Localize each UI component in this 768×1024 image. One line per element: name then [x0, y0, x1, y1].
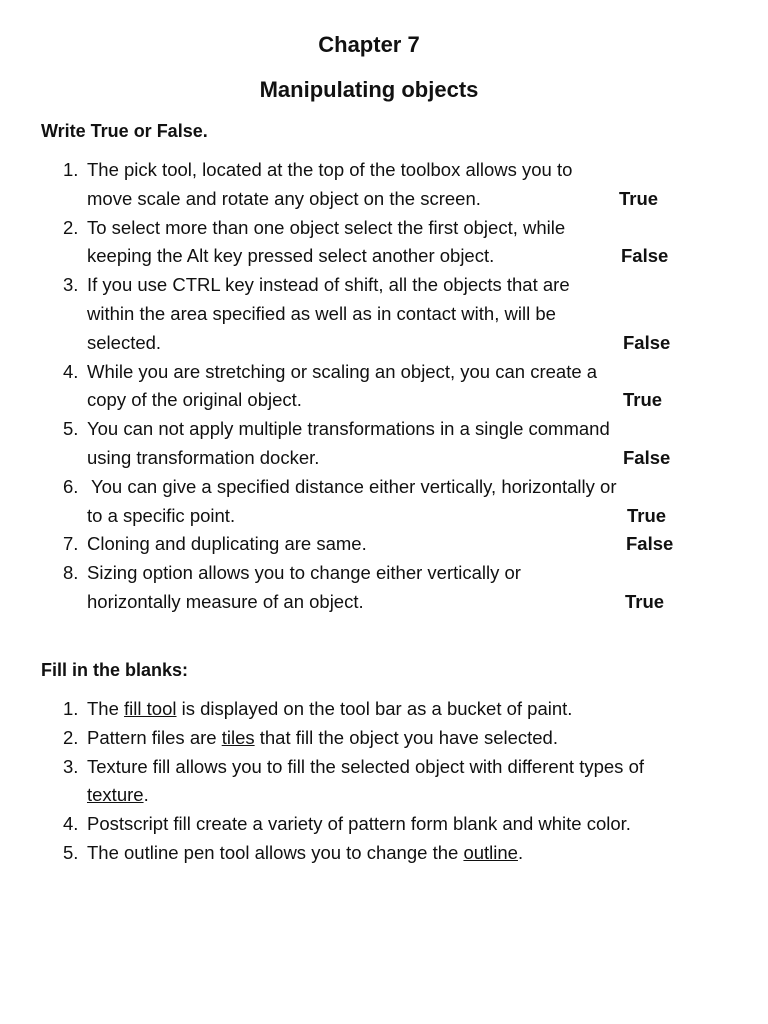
tf-item-line: If you use CTRL key instead of shift, all the objects that are	[87, 274, 570, 296]
fb-text-before: Pattern files are	[87, 726, 222, 748]
tf-item-line: using transformation docker.	[87, 446, 320, 468]
tf-item-7	[40, 530, 720, 559]
tf-answer: True	[623, 389, 663, 411]
tf-item-5	[40, 415, 720, 473]
tf-item-number: 2.	[63, 216, 79, 238]
tf-item-line: move scale and rotate any object on the screen.	[87, 187, 481, 209]
tf-item-line: within the area specified as well as in contact with, will be	[87, 302, 556, 324]
tf-answer: True	[627, 504, 667, 526]
fb-text-after: is displayed on the tool bar as a bucket of paint.	[176, 698, 573, 719]
tf-answer: True	[619, 187, 659, 209]
fb-item-1	[40, 695, 720, 724]
tf-item-1	[40, 156, 720, 214]
fb-answer-blank: texture	[87, 784, 144, 806]
tf-item-line: The pick tool, located at the top of the toolbox allows you to	[87, 159, 573, 180]
tf-item-line: copy of the original object.	[87, 389, 302, 411]
fill-blanks-list	[40, 695, 720, 868]
chapter-title: Chapter 7	[318, 32, 420, 57]
tf-item-number: 6.	[63, 475, 79, 497]
true-false-heading: Write True or False.	[41, 121, 208, 141]
tf-item-line: to a specific point.	[87, 504, 236, 526]
fb-text-after: .	[517, 841, 524, 863]
tf-item-4	[40, 358, 720, 416]
tf-answer: False	[621, 245, 669, 267]
tf-answer: False	[626, 533, 674, 555]
fb-text-before: The outline pen tool allows you to change the	[87, 841, 464, 863]
fb-item-number: 1.	[63, 698, 79, 719]
fb-text-before: The	[87, 698, 125, 719]
tf-item-number: 3.	[63, 274, 79, 296]
tf-item-line: You can give a specified distance either vertically, horizontally or	[91, 475, 617, 497]
fb-item-2	[40, 724, 720, 753]
fb-item-number: 5.	[63, 841, 79, 863]
tf-answer: False	[623, 331, 671, 353]
tf-item-number: 7.	[63, 533, 79, 555]
fb-text-after: that fill the object you have selected.	[254, 726, 558, 748]
fb-item-3	[40, 753, 672, 811]
tf-item-line: Cloning and duplicating are same.	[87, 533, 367, 555]
fb-item-5	[40, 839, 720, 868]
chapter-subtitle: Manipulating objects	[259, 77, 479, 102]
tf-item-number: 4.	[63, 360, 79, 382]
tf-item-line: To select more than one object select the first object, while	[87, 216, 566, 238]
fb-item-number: 2.	[63, 726, 79, 748]
tf-item-line: horizontally measure of an object.	[87, 590, 364, 612]
tf-answer: True	[625, 590, 665, 612]
fb-item-number: 3.	[63, 755, 79, 777]
tf-item-3	[40, 271, 720, 357]
tf-item-number: 5.	[63, 418, 79, 440]
tf-item-line: keeping the Alt key pressed select another object.	[87, 245, 495, 267]
tf-item-line: selected.	[87, 331, 162, 353]
tf-item-8	[40, 559, 720, 617]
tf-item-2	[40, 214, 720, 272]
tf-item-line: Sizing option allows you to change either vertically or	[87, 562, 521, 584]
tf-item-number: 8.	[63, 562, 79, 584]
tf-item-number: 1.	[63, 159, 79, 180]
tf-item-line: While you are stretching or scaling an object, you can create a	[87, 360, 598, 382]
fb-answer-blank: tiles	[221, 726, 255, 748]
tf-item-6	[40, 473, 720, 531]
true-false-list	[40, 156, 720, 617]
fill-blanks-heading: Fill in the blanks:	[41, 660, 189, 680]
fb-item-4	[40, 810, 672, 839]
tf-item-line: You can not apply multiple transformations in a single command	[87, 418, 610, 440]
fb-text-after: .	[143, 784, 149, 806]
fb-answer-blank: fill tool	[124, 698, 177, 719]
fb-answer-blank: outline	[463, 841, 518, 863]
fb-item-number: 4.	[63, 813, 79, 835]
fb-text-before: Texture fill allows you to fill the selected object with different types of	[87, 755, 644, 777]
tf-answer: False	[623, 446, 671, 468]
fb-text-before: Postscript fill create a variety of pattern form blank and white color.	[87, 813, 631, 835]
